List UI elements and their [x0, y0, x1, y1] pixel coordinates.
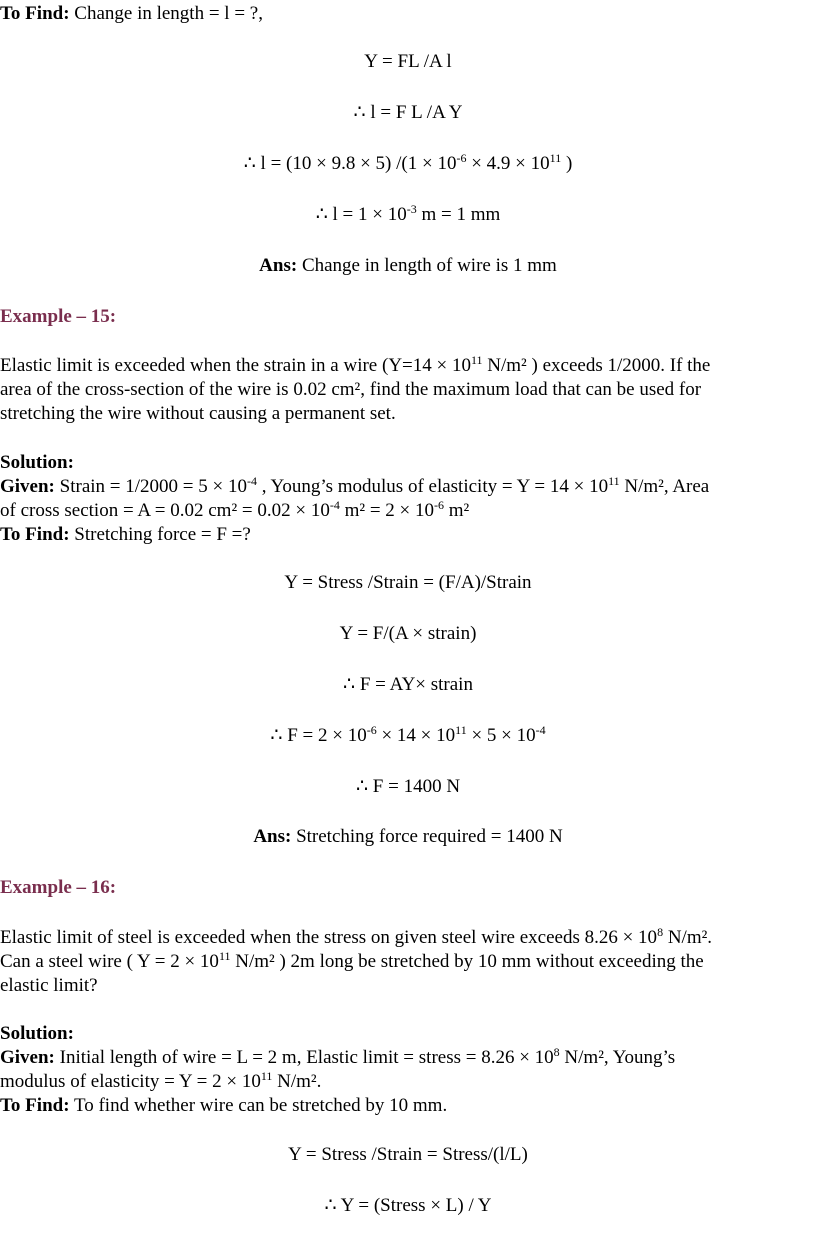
equation: ∴ $l = 1 \times 10^{-3}$ m = 1 mm — [315, 202, 501, 225]
problem-text: Can a steel wire ( $Y = 2 \times 10^{11}$ N/m² ) 2m long be stretched by 10 mm without exceeding the — [0, 949, 704, 972]
given-label: Given: — [0, 476, 55, 497]
solution-label: Solution: — [0, 1023, 74, 1044]
answer-line: Ans: Change in length of wire is 1 mm — [259, 255, 557, 276]
problem-text: area of the cross-section of the wire is 0.02 cm², find the maximum load that can be used for — [0, 379, 702, 400]
given-line: of cross section = A = 0.02 $cm^2 = 0.02 \times 10^{-4}$ $m^2 = 2 \times 10^{-6}$ m² — [0, 498, 470, 521]
answer-line: Ans: Stretching force required = 1400 N — [253, 826, 563, 847]
problem-text: Elastic limit of steel is exceeded when the stress on given steel wire exceeds $8.26 \times 10^8$ N/m². — [0, 925, 713, 948]
equation: Y = F/(A × strain) — [339, 623, 477, 644]
answer-label: Ans: — [259, 255, 298, 276]
solution-label: Solution: — [0, 452, 74, 473]
problem-text: stretching the wire without causing a permanent set. — [0, 403, 396, 424]
problem-text: Elastic limit is exceeded when the strain in a wire ($Y=14 \times 10^{11}$ N/m² ) exceeds 1/2000. If the — [0, 353, 711, 376]
equation: ∴ Y = (Stress × L) / Y — [324, 1195, 492, 1216]
equation: Y = Stress /Strain = Stress/(l/L) — [288, 1144, 528, 1165]
given-line: modulus of elasticity = $Y = 2 \times 10^{11}$ N/m². — [0, 1069, 322, 1092]
equation: ∴ l = F L /A Y — [353, 102, 463, 123]
equation: ∴ F = AY× strain — [343, 674, 473, 695]
example-heading: Example – 16: — [0, 877, 117, 898]
given-line: Given: Initial length of wire = L = 2 m, Elastic limit = stress = $8.26 \times 10^8$ N/m², Young’s — [0, 1045, 676, 1068]
to-find-line: To Find: Stretching force = F =? — [0, 524, 251, 545]
to-find-line — [0, 2, 263, 26]
answer-label: Ans: — [253, 826, 292, 847]
example-heading: Example – 15: — [0, 306, 117, 327]
to-find-line: To Find: To find whether wire can be stretched by 10 mm. — [0, 1095, 448, 1116]
to-find-text: Change in length = l = ?, — [69, 3, 263, 24]
equation: ∴ F = 1400 N — [355, 776, 461, 797]
equation: Y = Stress /Strain = (F/A)/Strain — [284, 572, 532, 593]
given-label: Given: — [0, 1047, 55, 1068]
equation: ∴ $F = 2 \times 10^{-6} \times 14 \times 10^{11} \times 5 \times 10^{-4}$ — [270, 723, 546, 746]
given-line: Given: Strain = $1/2000 = 5 \times 10^{-4}$ , Young’s modulus of elasticity = $Y = 14 \times 10^{11}$ N/m², Area — [0, 474, 710, 497]
to-find-label: To Find: — [0, 524, 70, 545]
to-find-label: To Find: — [0, 3, 70, 24]
to-find-label: To Find: — [0, 1095, 70, 1116]
equation: ∴ l = (10 × 9.8 × 5) $/(1 \times 10^{-6} \times 4.9 \times 10^{11}$ ) — [243, 151, 573, 174]
problem-text: elastic limit? — [0, 975, 98, 996]
equation: Y = FL /A l — [364, 51, 452, 72]
